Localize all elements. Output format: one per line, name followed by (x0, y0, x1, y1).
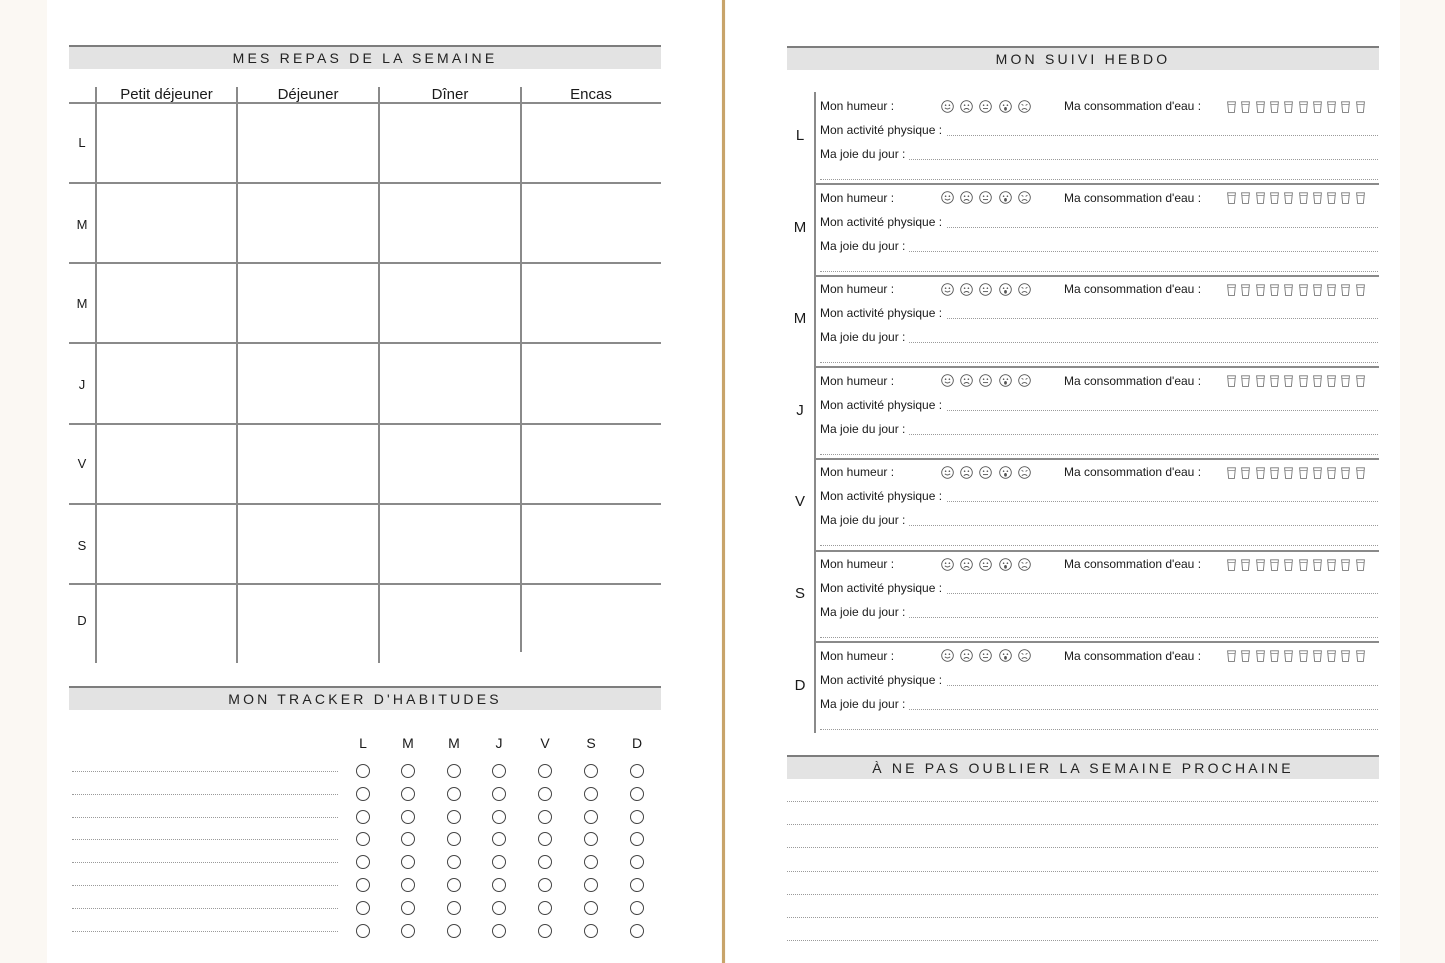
habit-checkbox[interactable] (538, 764, 552, 778)
meal-day-label: M (76, 296, 88, 311)
habit-checkbox[interactable] (492, 924, 506, 938)
meal-column-header: Encas (570, 86, 612, 103)
sad-icon[interactable] (960, 191, 973, 204)
habit-checkbox[interactable] (492, 810, 506, 824)
weekly-day-rule (814, 92, 816, 733)
meals-row-rule (69, 182, 661, 184)
water-glass-icon[interactable] (1270, 466, 1279, 478)
joy-label: Ma joie du jour : (820, 696, 906, 711)
reminder-line[interactable] (787, 801, 1378, 802)
water-glass-icon[interactable] (1270, 191, 1279, 203)
weekly-row-rule (814, 275, 1379, 277)
water-glass-icon[interactable] (1299, 283, 1308, 295)
habit-checkbox[interactable] (492, 901, 506, 915)
activity-line[interactable] (947, 501, 1378, 502)
water-glass-icon[interactable] (1327, 374, 1336, 386)
neutral-icon[interactable] (979, 100, 992, 113)
habit-checkbox[interactable] (447, 901, 461, 915)
sad-icon[interactable] (960, 374, 973, 387)
smile-icon[interactable] (941, 374, 954, 387)
water-glass-icon[interactable] (1241, 374, 1250, 386)
water-glass-icon[interactable] (1299, 191, 1308, 203)
neutral-icon[interactable] (979, 466, 992, 479)
meal-day-label: S (77, 538, 87, 553)
habit-name-line[interactable] (72, 771, 338, 772)
water-glass-icon[interactable] (1256, 466, 1265, 478)
habit-checkbox[interactable] (630, 878, 644, 892)
meal-day-label: J (78, 377, 86, 392)
weekly-row-rule (814, 366, 1379, 368)
water-glass-icon[interactable] (1284, 100, 1293, 112)
surprised-icon[interactable] (999, 374, 1012, 387)
weekly-day-label: D (794, 676, 806, 694)
surprised-icon[interactable] (999, 649, 1012, 662)
habit-checkbox[interactable] (401, 878, 415, 892)
water-glass-icon[interactable] (1356, 558, 1365, 570)
mood-label: Mon humeur : (820, 465, 895, 480)
water-glass-icon[interactable] (1299, 466, 1308, 478)
water-glass-icon[interactable] (1313, 558, 1322, 570)
sad-icon[interactable] (960, 649, 973, 662)
angry-icon[interactable] (1018, 283, 1031, 296)
notes-line[interactable] (820, 545, 1378, 546)
habit-day-label: J (495, 735, 503, 751)
weekly-row-rule (814, 458, 1379, 460)
habit-checkbox[interactable] (538, 924, 552, 938)
weekly-day-label: J (796, 401, 804, 419)
angry-icon[interactable] (1018, 558, 1031, 571)
water-glass-icon[interactable] (1341, 649, 1350, 661)
angry-icon[interactable] (1018, 100, 1031, 113)
weekly-row-rule (814, 550, 1379, 552)
water-glass-icon[interactable] (1299, 100, 1308, 112)
habit-checkbox[interactable] (356, 764, 370, 778)
water-glass-icon[interactable] (1270, 649, 1279, 661)
activity-label: Mon activité physique : (820, 397, 943, 412)
water-glass-icon[interactable] (1256, 649, 1265, 661)
meals-row-rule (69, 423, 661, 425)
reminder-line[interactable] (787, 917, 1378, 918)
habit-checkbox[interactable] (630, 901, 644, 915)
habit-checkbox[interactable] (584, 901, 598, 915)
habit-day-label: D (631, 735, 643, 751)
mood-label: Mon humeur : (820, 557, 895, 571)
water-glass-icon[interactable] (1270, 558, 1279, 570)
habit-checkbox[interactable] (584, 810, 598, 824)
habit-checkbox[interactable] (538, 901, 552, 915)
water-glass-icon[interactable] (1227, 374, 1236, 386)
mood-label: Mon humeur : (820, 648, 895, 663)
habit-name-line[interactable] (72, 885, 338, 886)
joy-label: Ma joie du jour : (820, 238, 906, 253)
meals-col-rule (236, 87, 238, 663)
habit-checkbox[interactable] (447, 924, 461, 938)
habit-checkbox[interactable] (401, 901, 415, 915)
activity-label: Mon activité physique : (820, 306, 943, 321)
mood-label: Mon humeur : (820, 99, 895, 113)
water-glass-icon[interactable] (1270, 374, 1279, 386)
water-glass-icon[interactable] (1327, 558, 1336, 570)
activity-label: Mon activité physique : (820, 672, 943, 687)
meal-day-label: M (76, 217, 88, 232)
reminder-title: À NE PAS OUBLIER LA SEMAINE PROCHAINE (787, 755, 1379, 779)
water-glass-icon[interactable] (1227, 558, 1236, 570)
joy-line[interactable] (909, 617, 1378, 618)
water-glass-icon[interactable] (1313, 466, 1322, 478)
water-glass-icon[interactable] (1227, 283, 1236, 295)
angry-icon[interactable] (1018, 649, 1031, 662)
right-page (726, 0, 1400, 963)
reminder-line[interactable] (787, 871, 1378, 872)
notes-line[interactable] (820, 729, 1378, 730)
habit-checkbox[interactable] (447, 787, 461, 801)
notes-line[interactable] (820, 454, 1378, 455)
joy-line[interactable] (909, 342, 1378, 343)
angry-icon[interactable] (1018, 191, 1031, 204)
habit-checkbox[interactable] (630, 787, 644, 801)
water-label: Ma consommation d'eau : (1064, 557, 1202, 571)
habit-checkbox[interactable] (492, 764, 506, 778)
joy-line[interactable] (909, 159, 1378, 160)
water-glass-icon[interactable] (1241, 466, 1250, 478)
activity-line[interactable] (947, 593, 1378, 594)
water-glass-icon[interactable] (1341, 558, 1350, 570)
water-glass-icon[interactable] (1313, 191, 1322, 203)
habit-checkbox[interactable] (401, 764, 415, 778)
meal-column-header: Déjeuner (277, 86, 339, 103)
joy-line[interactable] (909, 251, 1378, 252)
habit-checkbox[interactable] (492, 878, 506, 892)
habit-checkbox[interactable] (538, 810, 552, 824)
habit-checkbox[interactable] (492, 787, 506, 801)
activity-line[interactable] (947, 410, 1378, 411)
water-glass-icon[interactable] (1227, 100, 1236, 112)
surprised-icon[interactable] (999, 466, 1012, 479)
habit-day-label: M (448, 735, 460, 751)
water-label: Ma consommation d'eau : (1064, 648, 1202, 663)
mood-label: Mon humeur : (820, 282, 895, 297)
weekly-day-label: L (795, 127, 805, 144)
water-label: Ma consommation d'eau : (1064, 190, 1202, 205)
neutral-icon[interactable] (979, 191, 992, 204)
weekly-day-label: M (793, 218, 807, 236)
water-glass-icon[interactable] (1256, 283, 1265, 295)
water-glass-icon[interactable] (1341, 374, 1350, 386)
angry-icon[interactable] (1018, 374, 1031, 387)
habit-name-line[interactable] (72, 908, 338, 909)
habit-checkbox[interactable] (356, 787, 370, 801)
reminder-line[interactable] (787, 847, 1378, 848)
sad-icon[interactable] (960, 100, 973, 113)
habit-name-line[interactable] (72, 931, 338, 932)
water-glass-icon[interactable] (1327, 191, 1336, 203)
water-label: Ma consommation d'eau : (1064, 373, 1202, 388)
mood-label: Mon humeur : (820, 190, 895, 205)
habit-checkbox[interactable] (447, 764, 461, 778)
meals-header-rule (69, 102, 661, 104)
habit-checkbox[interactable] (630, 924, 644, 938)
meals-row-rule (69, 342, 661, 344)
water-glass-icon[interactable] (1227, 649, 1236, 661)
water-glass-icon[interactable] (1299, 558, 1308, 570)
activity-line[interactable] (947, 318, 1378, 319)
surprised-icon[interactable] (999, 100, 1012, 113)
smile-icon[interactable] (941, 558, 954, 571)
water-glass-icon[interactable] (1284, 558, 1293, 570)
water-glass-icon[interactable] (1341, 191, 1350, 203)
activity-line[interactable] (947, 227, 1378, 228)
water-glass-icon[interactable] (1241, 558, 1250, 570)
water-glass-icon[interactable] (1356, 466, 1365, 478)
meals-row-rule (69, 583, 661, 585)
water-glass-icon[interactable] (1313, 283, 1322, 295)
water-glass-icon[interactable] (1241, 191, 1250, 203)
meals-col-rule (95, 87, 97, 663)
smile-icon[interactable] (941, 649, 954, 662)
activity-label: Mon activité physique : (820, 123, 943, 137)
activity-label: Mon activité physique : (820, 581, 943, 595)
water-glass-icon[interactable] (1356, 283, 1365, 295)
weekly-row-rule (814, 641, 1379, 643)
notes-line[interactable] (820, 362, 1378, 363)
water-glass-icon[interactable] (1356, 100, 1365, 112)
sad-icon[interactable] (960, 466, 973, 479)
surprised-icon[interactable] (999, 191, 1012, 204)
neutral-icon[interactable] (979, 649, 992, 662)
habit-checkbox[interactable] (584, 764, 598, 778)
meal-day-label: L (78, 135, 86, 150)
water-glass-icon[interactable] (1270, 100, 1279, 112)
habit-checkbox[interactable] (401, 787, 415, 801)
water-glass-icon[interactable] (1227, 466, 1236, 478)
habit-checkbox[interactable] (356, 924, 370, 938)
mood-label: Mon humeur : (820, 373, 895, 388)
neutral-icon[interactable] (979, 558, 992, 571)
water-glass-icon[interactable] (1356, 191, 1365, 203)
sad-icon[interactable] (960, 283, 973, 296)
water-glass-icon[interactable] (1284, 649, 1293, 661)
water-glass-icon[interactable] (1313, 100, 1322, 112)
weekly-row-rule (814, 183, 1379, 185)
water-glass-icon[interactable] (1256, 374, 1265, 386)
meals-row-rule (69, 503, 661, 505)
habit-checkbox[interactable] (584, 924, 598, 938)
reminder-line[interactable] (787, 894, 1378, 895)
habit-checkbox[interactable] (538, 878, 552, 892)
weekly-day-label: S (794, 585, 805, 602)
habit-name-line[interactable] (72, 817, 338, 818)
water-glass-icon[interactable] (1241, 649, 1250, 661)
habit-day-label: S (586, 735, 596, 751)
habit-name-line[interactable] (72, 839, 338, 840)
habit-checkbox[interactable] (401, 810, 415, 824)
surprised-icon[interactable] (999, 283, 1012, 296)
weekly-day-label: V (794, 493, 805, 511)
joy-label: Ma joie du jour : (820, 421, 906, 436)
weekly-day-label: M (793, 310, 807, 328)
water-glass-icon[interactable] (1313, 649, 1322, 661)
joy-line[interactable] (909, 525, 1378, 526)
surprised-icon[interactable] (999, 558, 1012, 571)
smile-icon[interactable] (941, 283, 954, 296)
joy-line[interactable] (909, 709, 1378, 710)
water-glass-icon[interactable] (1327, 100, 1336, 112)
habit-checkbox[interactable] (356, 810, 370, 824)
water-glass-icon[interactable] (1256, 191, 1265, 203)
water-glass-icon[interactable] (1341, 466, 1350, 478)
water-glass-icon[interactable] (1284, 191, 1293, 203)
water-glass-icon[interactable] (1299, 374, 1308, 386)
water-label: Ma consommation d'eau : (1064, 465, 1202, 480)
joy-line[interactable] (909, 434, 1378, 435)
reminder-line[interactable] (787, 940, 1378, 941)
water-glass-icon[interactable] (1356, 649, 1365, 661)
meal-column-header: Dîner (431, 86, 469, 103)
left-page (47, 0, 721, 963)
meals-col-rule (378, 87, 380, 663)
habit-checkbox[interactable] (630, 764, 644, 778)
habit-checkbox[interactable] (630, 810, 644, 824)
water-glass-icon[interactable] (1341, 100, 1350, 112)
water-glass-icon[interactable] (1356, 374, 1365, 386)
habit-checkbox[interactable] (584, 787, 598, 801)
habit-checkbox[interactable] (447, 878, 461, 892)
meal-day-label: V (77, 456, 87, 471)
water-glass-icon[interactable] (1299, 649, 1308, 661)
activity-label: Mon activité physique : (820, 489, 943, 504)
water-glass-icon[interactable] (1327, 466, 1336, 478)
meal-day-label: D (77, 613, 87, 628)
habit-checkbox[interactable] (584, 878, 598, 892)
activity-label: Mon activité physique : (820, 214, 943, 229)
neutral-icon[interactable] (979, 374, 992, 387)
water-glass-icon[interactable] (1284, 283, 1293, 295)
water-glass-icon[interactable] (1241, 283, 1250, 295)
joy-label: Ma joie du jour : (820, 330, 906, 345)
water-glass-icon[interactable] (1270, 283, 1279, 295)
water-glass-icon[interactable] (1256, 558, 1265, 570)
water-glass-icon[interactable] (1256, 100, 1265, 112)
habits-title: MON TRACKER D'HABITUDES (69, 686, 661, 710)
page-spine (722, 0, 725, 963)
neutral-icon[interactable] (979, 283, 992, 296)
reminder-line[interactable] (787, 824, 1378, 825)
joy-label: Ma joie du jour : (820, 513, 906, 528)
habit-checkbox[interactable] (447, 810, 461, 824)
water-glass-icon[interactable] (1227, 191, 1236, 203)
joy-label: Ma joie du jour : (820, 605, 906, 619)
habit-day-label: M (402, 735, 414, 751)
meals-row-rule (69, 262, 661, 264)
habit-name-line[interactable] (72, 862, 338, 863)
notes-line[interactable] (820, 179, 1378, 180)
angry-icon[interactable] (1018, 466, 1031, 479)
water-label: Ma consommation d'eau : (1064, 282, 1202, 297)
water-glass-icon[interactable] (1313, 374, 1322, 386)
habit-day-label: V (540, 735, 550, 751)
notes-line[interactable] (820, 637, 1378, 638)
habit-name-line[interactable] (72, 794, 338, 795)
water-glass-icon[interactable] (1241, 100, 1250, 112)
smile-icon[interactable] (941, 191, 954, 204)
activity-line[interactable] (947, 685, 1378, 686)
habit-day-label: L (359, 735, 367, 751)
meals-col-rule (520, 87, 522, 652)
smile-icon[interactable] (941, 466, 954, 479)
habit-checkbox[interactable] (401, 924, 415, 938)
habit-checkbox[interactable] (356, 901, 370, 915)
water-glass-icon[interactable] (1284, 374, 1293, 386)
weekly-title: MON SUIVI HEBDO (787, 46, 1379, 70)
water-glass-icon[interactable] (1341, 283, 1350, 295)
joy-label: Ma joie du jour : (820, 147, 906, 161)
activity-line[interactable] (947, 135, 1378, 136)
water-glass-icon[interactable] (1284, 466, 1293, 478)
water-glass-icon[interactable] (1327, 649, 1336, 661)
meals-title: MES REPAS DE LA SEMAINE (69, 45, 661, 69)
water-label: Ma consommation d'eau : (1064, 99, 1202, 113)
habit-checkbox[interactable] (356, 878, 370, 892)
habit-checkbox[interactable] (538, 787, 552, 801)
meal-column-header: Petit déjeuner (120, 86, 213, 103)
water-glass-icon[interactable] (1327, 283, 1336, 295)
sad-icon[interactable] (960, 558, 973, 571)
notes-line[interactable] (820, 271, 1378, 272)
smile-icon[interactable] (941, 100, 954, 113)
